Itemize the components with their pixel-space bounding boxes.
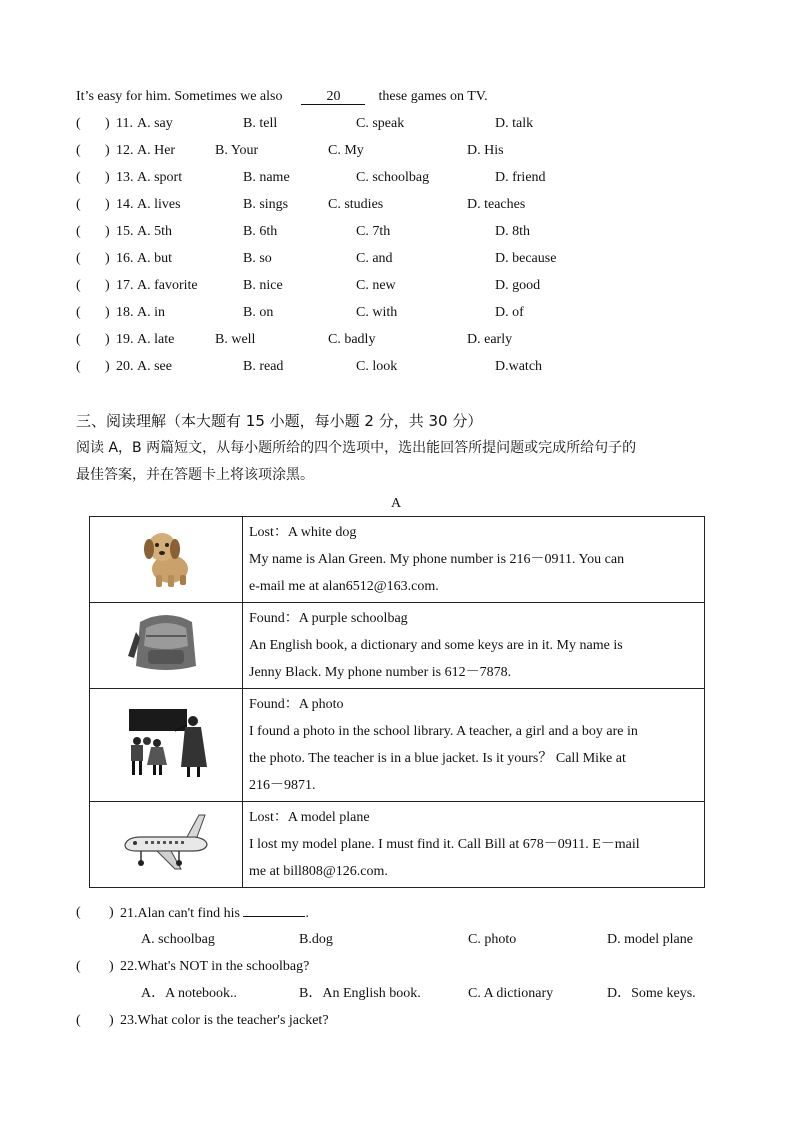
intro-text-before: It’s easy for him. Sometimes we also xyxy=(76,89,283,104)
answer-blank-20[interactable]: 20 xyxy=(301,89,365,105)
notice-row xyxy=(90,517,705,603)
notice-text-cell xyxy=(243,689,705,802)
question-close-paren: ) xyxy=(105,224,110,239)
notice-line: My name is Alan Green. My phone number is 216－0911. You can xyxy=(249,552,625,567)
q21-option-b[interactable]: B.dog xyxy=(299,932,333,947)
notice-line: I lost my model plane. I must find it. Call Bill at 678－0911. E－mail xyxy=(249,837,640,852)
notice-line: Lost：A model plane xyxy=(249,810,370,825)
notice-line: e-mail me at alan6512@163.com. xyxy=(249,579,439,594)
question-open-paren: ( xyxy=(76,116,81,131)
option-c[interactable]: C. speak xyxy=(356,116,405,131)
question-open-paren: ( xyxy=(76,170,81,185)
question-open-paren: ( xyxy=(76,197,81,212)
q22-close-paren: ) xyxy=(109,959,114,974)
passage-label: A xyxy=(391,496,402,511)
notice-line: Jenny Black. My phone number is 612－7878. xyxy=(249,665,512,680)
option-b[interactable]: B. name xyxy=(243,170,290,185)
question-close-paren: ) xyxy=(105,359,110,374)
q21-stem-end: . xyxy=(305,906,309,921)
option-a[interactable]: A. sport xyxy=(137,170,183,185)
option-d[interactable]: D. early xyxy=(467,332,513,347)
instruction-line-2: 最佳答案，并在答题卡上将该项涂黑。 xyxy=(76,467,314,483)
plane-icon xyxy=(121,811,211,873)
option-c[interactable]: C. and xyxy=(356,251,393,266)
instruction-line-1: 阅读 A，B 两篇短文，从每小题所给的四个选项中，选出能回答所提问题或完成所给句子的 xyxy=(76,440,637,456)
option-a[interactable]: A. favorite xyxy=(137,278,198,293)
notice-line: I found a photo in the school library. A teacher, a girl and a boy are in xyxy=(249,724,638,739)
question-number: 15. xyxy=(116,224,134,239)
option-a[interactable]: A. Her xyxy=(137,143,176,158)
question-number: 14. xyxy=(116,197,134,212)
option-d[interactable]: D. talk xyxy=(495,116,534,131)
option-b[interactable]: B. on xyxy=(243,305,274,320)
question-number: 11. xyxy=(116,116,133,131)
question-close-paren: ) xyxy=(105,116,110,131)
section-heading: 三、阅读理解（本大题有 15 小题，每小题 2 分，共 30 分） xyxy=(76,412,483,430)
option-d[interactable]: D. teaches xyxy=(467,197,526,212)
question-number: 19. xyxy=(116,332,134,347)
option-d[interactable]: D. His xyxy=(467,143,504,158)
notice-row xyxy=(90,603,705,689)
schoolbag-icon xyxy=(126,612,206,674)
option-a[interactable]: A. say xyxy=(137,116,173,131)
notice-text-cell xyxy=(243,517,705,603)
option-c[interactable]: C. My xyxy=(328,143,364,158)
q21-option-a[interactable]: A. schoolbag xyxy=(141,932,215,947)
question-close-paren: ) xyxy=(105,170,110,185)
question-open-paren: ( xyxy=(76,224,81,239)
option-d[interactable]: D.watch xyxy=(495,359,543,374)
option-c[interactable]: C. badly xyxy=(328,332,376,347)
question-close-paren: ) xyxy=(105,305,110,320)
question-close-paren: ) xyxy=(105,251,110,266)
question-number: 17. xyxy=(116,278,134,293)
q21-stem xyxy=(120,904,309,923)
option-b[interactable]: B. read xyxy=(243,359,284,374)
intro-line xyxy=(76,88,488,106)
notice-picture-cell xyxy=(90,802,243,888)
option-c[interactable]: C. studies xyxy=(328,197,384,212)
option-b[interactable]: B. Your xyxy=(215,143,259,158)
option-b[interactable]: B. so xyxy=(243,251,272,266)
option-c[interactable]: C. schoolbag xyxy=(356,170,430,185)
notice-picture-cell xyxy=(90,517,243,603)
notice-line: me at bill808@126.com. xyxy=(249,864,388,879)
notice-text-cell xyxy=(243,802,705,888)
notice-picture-cell xyxy=(90,689,243,802)
question-close-paren: ) xyxy=(105,197,110,212)
option-a[interactable]: A. in xyxy=(137,305,165,320)
option-c[interactable]: C. 7th xyxy=(356,224,391,239)
question-open-paren: ( xyxy=(76,251,81,266)
option-b[interactable]: B. 6th xyxy=(243,224,278,239)
question-close-paren: ) xyxy=(105,332,110,347)
dog-icon xyxy=(136,525,196,589)
question-number: 12. xyxy=(116,143,134,158)
option-b[interactable]: B. sings xyxy=(243,197,289,212)
notice-text-cell xyxy=(243,603,705,689)
option-c[interactable]: C. new xyxy=(356,278,396,293)
option-d[interactable]: D. because xyxy=(495,251,557,266)
option-d[interactable]: D. friend xyxy=(495,170,546,185)
notice-table xyxy=(89,516,705,888)
question-open-paren: ( xyxy=(76,332,81,347)
q23-close-paren: ) xyxy=(109,1013,114,1028)
q21-option-d[interactable]: D. model plane xyxy=(607,932,693,947)
q22-option-a[interactable]: A．A notebook.. xyxy=(141,986,238,1001)
option-d[interactable]: D. of xyxy=(495,305,524,320)
q22-option-c[interactable]: C. A dictionary xyxy=(468,986,554,1001)
option-c[interactable]: C. with xyxy=(356,305,398,320)
q22-open-paren: ( xyxy=(76,959,81,974)
notice-line: the photo. The teacher is in a blue jacket. Is it yours？ Call Mike at xyxy=(249,751,626,766)
notice-row xyxy=(90,802,705,888)
notice-line: Found：A photo xyxy=(249,697,344,712)
notice-line: Found：A purple schoolbag xyxy=(249,611,408,626)
notice-row xyxy=(90,689,705,802)
q21-close-paren: ) xyxy=(109,905,114,920)
question-close-paren: ) xyxy=(105,278,110,293)
option-a[interactable]: A. lives xyxy=(137,197,181,212)
question-open-paren: ( xyxy=(76,305,81,320)
option-d[interactable]: D. good xyxy=(495,278,541,293)
q22-stem: 22.What's NOT in the schoolbag? xyxy=(120,959,310,974)
q22-option-d[interactable]: D．Some keys. xyxy=(607,986,696,1001)
question-number: 18. xyxy=(116,305,134,320)
question-number: 20. xyxy=(116,359,134,374)
option-d[interactable]: D. 8th xyxy=(495,224,530,239)
question-number: 16. xyxy=(116,251,134,266)
question-open-paren: ( xyxy=(76,359,81,374)
q23-open-paren: ( xyxy=(76,1013,81,1028)
q21-option-c[interactable]: C. photo xyxy=(468,932,517,947)
option-a[interactable]: A. 5th xyxy=(137,224,172,239)
notice-picture-cell xyxy=(90,603,243,689)
option-a[interactable]: A. late xyxy=(137,332,175,347)
notice-line: Lost：A white dog xyxy=(249,525,357,540)
q21-answer-blank[interactable] xyxy=(243,904,305,917)
q21-open-paren: ( xyxy=(76,905,81,920)
option-b[interactable]: B. tell xyxy=(243,116,278,131)
option-b[interactable]: B. well xyxy=(215,332,256,347)
q23-stem: 23.What color is the teacher's jacket? xyxy=(120,1013,329,1028)
notice-line: 216－9871. xyxy=(249,778,316,793)
option-b[interactable]: B. nice xyxy=(243,278,283,293)
q22-option-b[interactable]: B．An English book. xyxy=(299,986,421,1001)
option-c[interactable]: C. look xyxy=(356,359,398,374)
question-open-paren: ( xyxy=(76,143,81,158)
q21-stem-text: 21.Alan can't find his xyxy=(120,906,240,921)
question-close-paren: ) xyxy=(105,143,110,158)
option-a[interactable]: A. see xyxy=(137,359,172,374)
question-open-paren: ( xyxy=(76,278,81,293)
intro-text-after: these games on TV. xyxy=(378,89,488,104)
photo-icon xyxy=(123,707,209,779)
option-a[interactable]: A. but xyxy=(137,251,172,266)
question-number: 13. xyxy=(116,170,134,185)
notice-line: An English book, a dictionary and some keys are in it. My name is xyxy=(249,638,623,653)
